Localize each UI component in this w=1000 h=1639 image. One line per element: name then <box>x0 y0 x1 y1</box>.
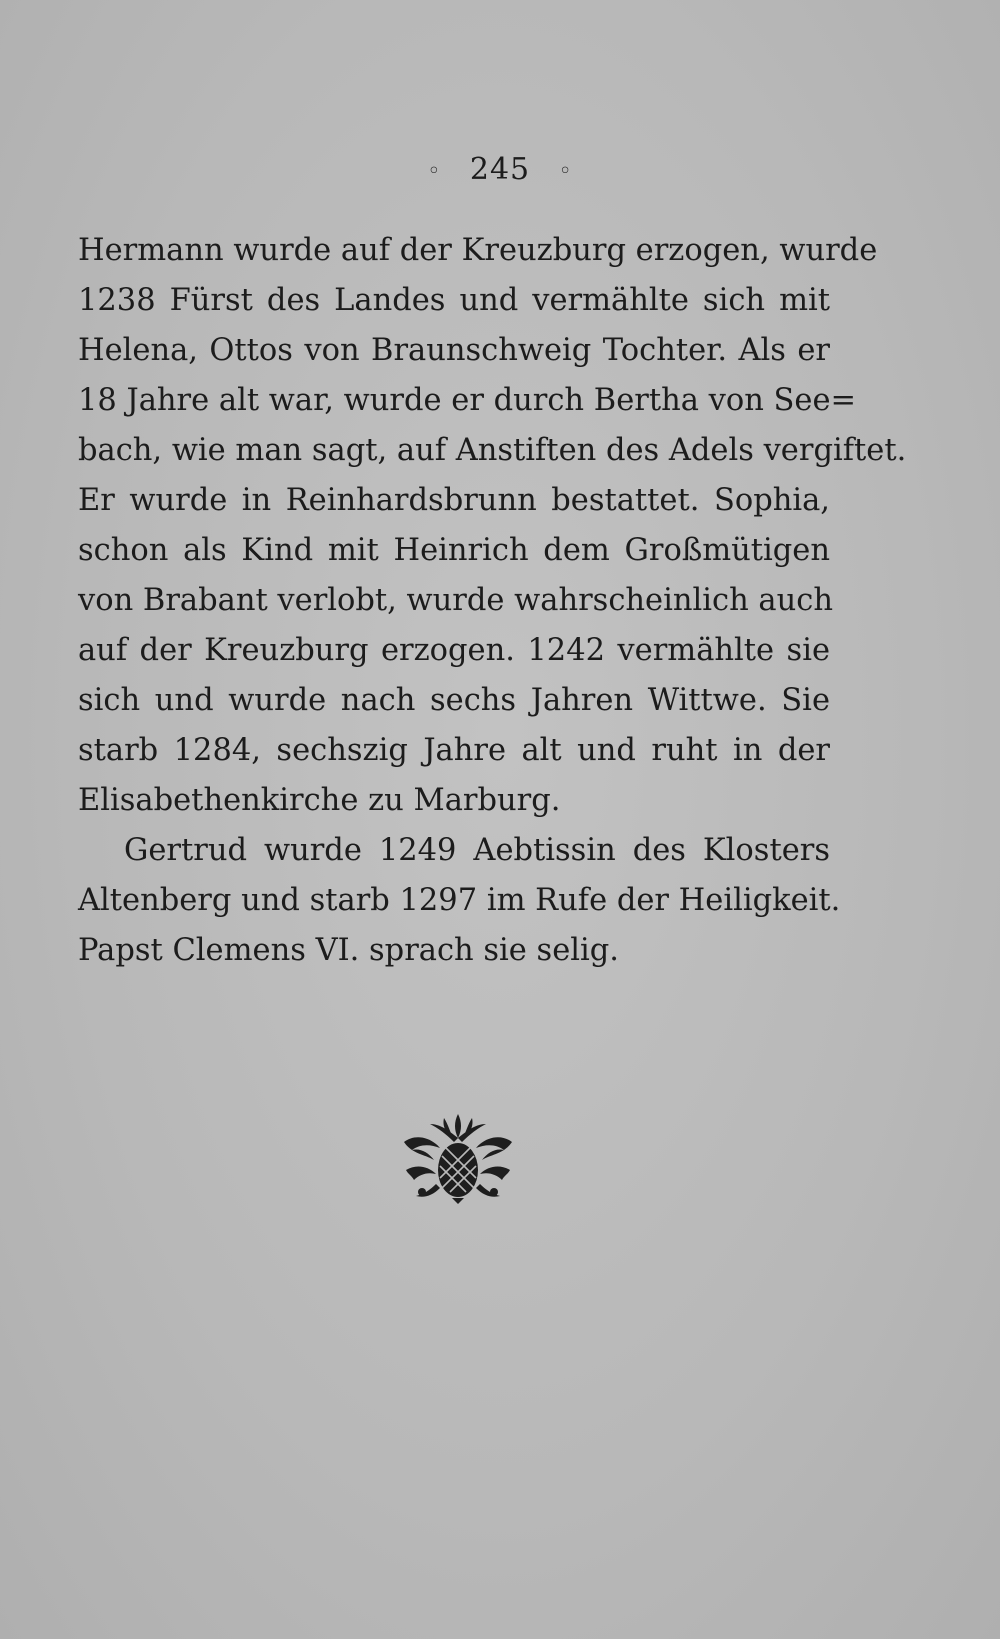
text-line: 1238 Fürst des Landes und vermählte sich mit <box>78 283 830 318</box>
text-line: bach, wie man sagt, auf Anstiften des Adels vergiftet. <box>78 433 907 468</box>
page-header <box>0 152 1000 187</box>
text-line: sich und wurde nach sechs Jahren Wittwe. Sie <box>78 683 830 718</box>
page-number: 245 <box>469 152 531 187</box>
text-line: auf der Kreuzburg erzogen. 1242 vermählte sie <box>78 633 830 668</box>
pineapple-vignette-icon <box>400 1112 516 1206</box>
text-line: Papst Clemens VI. sprach sie selig. <box>78 933 619 968</box>
text-line: von Brabant verlobt, wurde wahrscheinlich auch <box>78 583 833 618</box>
text-line: Gertrud wurde 1249 Aebtissin des Klosters <box>124 833 830 868</box>
text-line: Elisabethenkirche zu Marburg. <box>78 783 561 818</box>
body-text <box>78 226 907 976</box>
text-line: Helena, Ottos von Braunschweig Tochter. Als er <box>78 333 830 368</box>
text-line: starb 1284, sechszig Jahre alt und ruht in der <box>78 733 830 768</box>
text-line: Altenberg und starb 1297 im Rufe der Heiligkeit. <box>78 883 841 918</box>
text-line: 18 Jahre alt war, wurde er durch Bertha von See= <box>78 383 857 418</box>
text-line: schon als Kind mit Heinrich dem Großmütigen <box>78 533 830 568</box>
ornament-left-icon: ◦ <box>427 158 442 184</box>
ornament-right-icon: ◦ <box>558 158 573 184</box>
text-line: Er wurde in Reinhardsbrunn bestattet. Sophia, <box>78 483 830 518</box>
text-line: Hermann wurde auf der Kreuzburg erzogen, wurde <box>78 233 878 268</box>
